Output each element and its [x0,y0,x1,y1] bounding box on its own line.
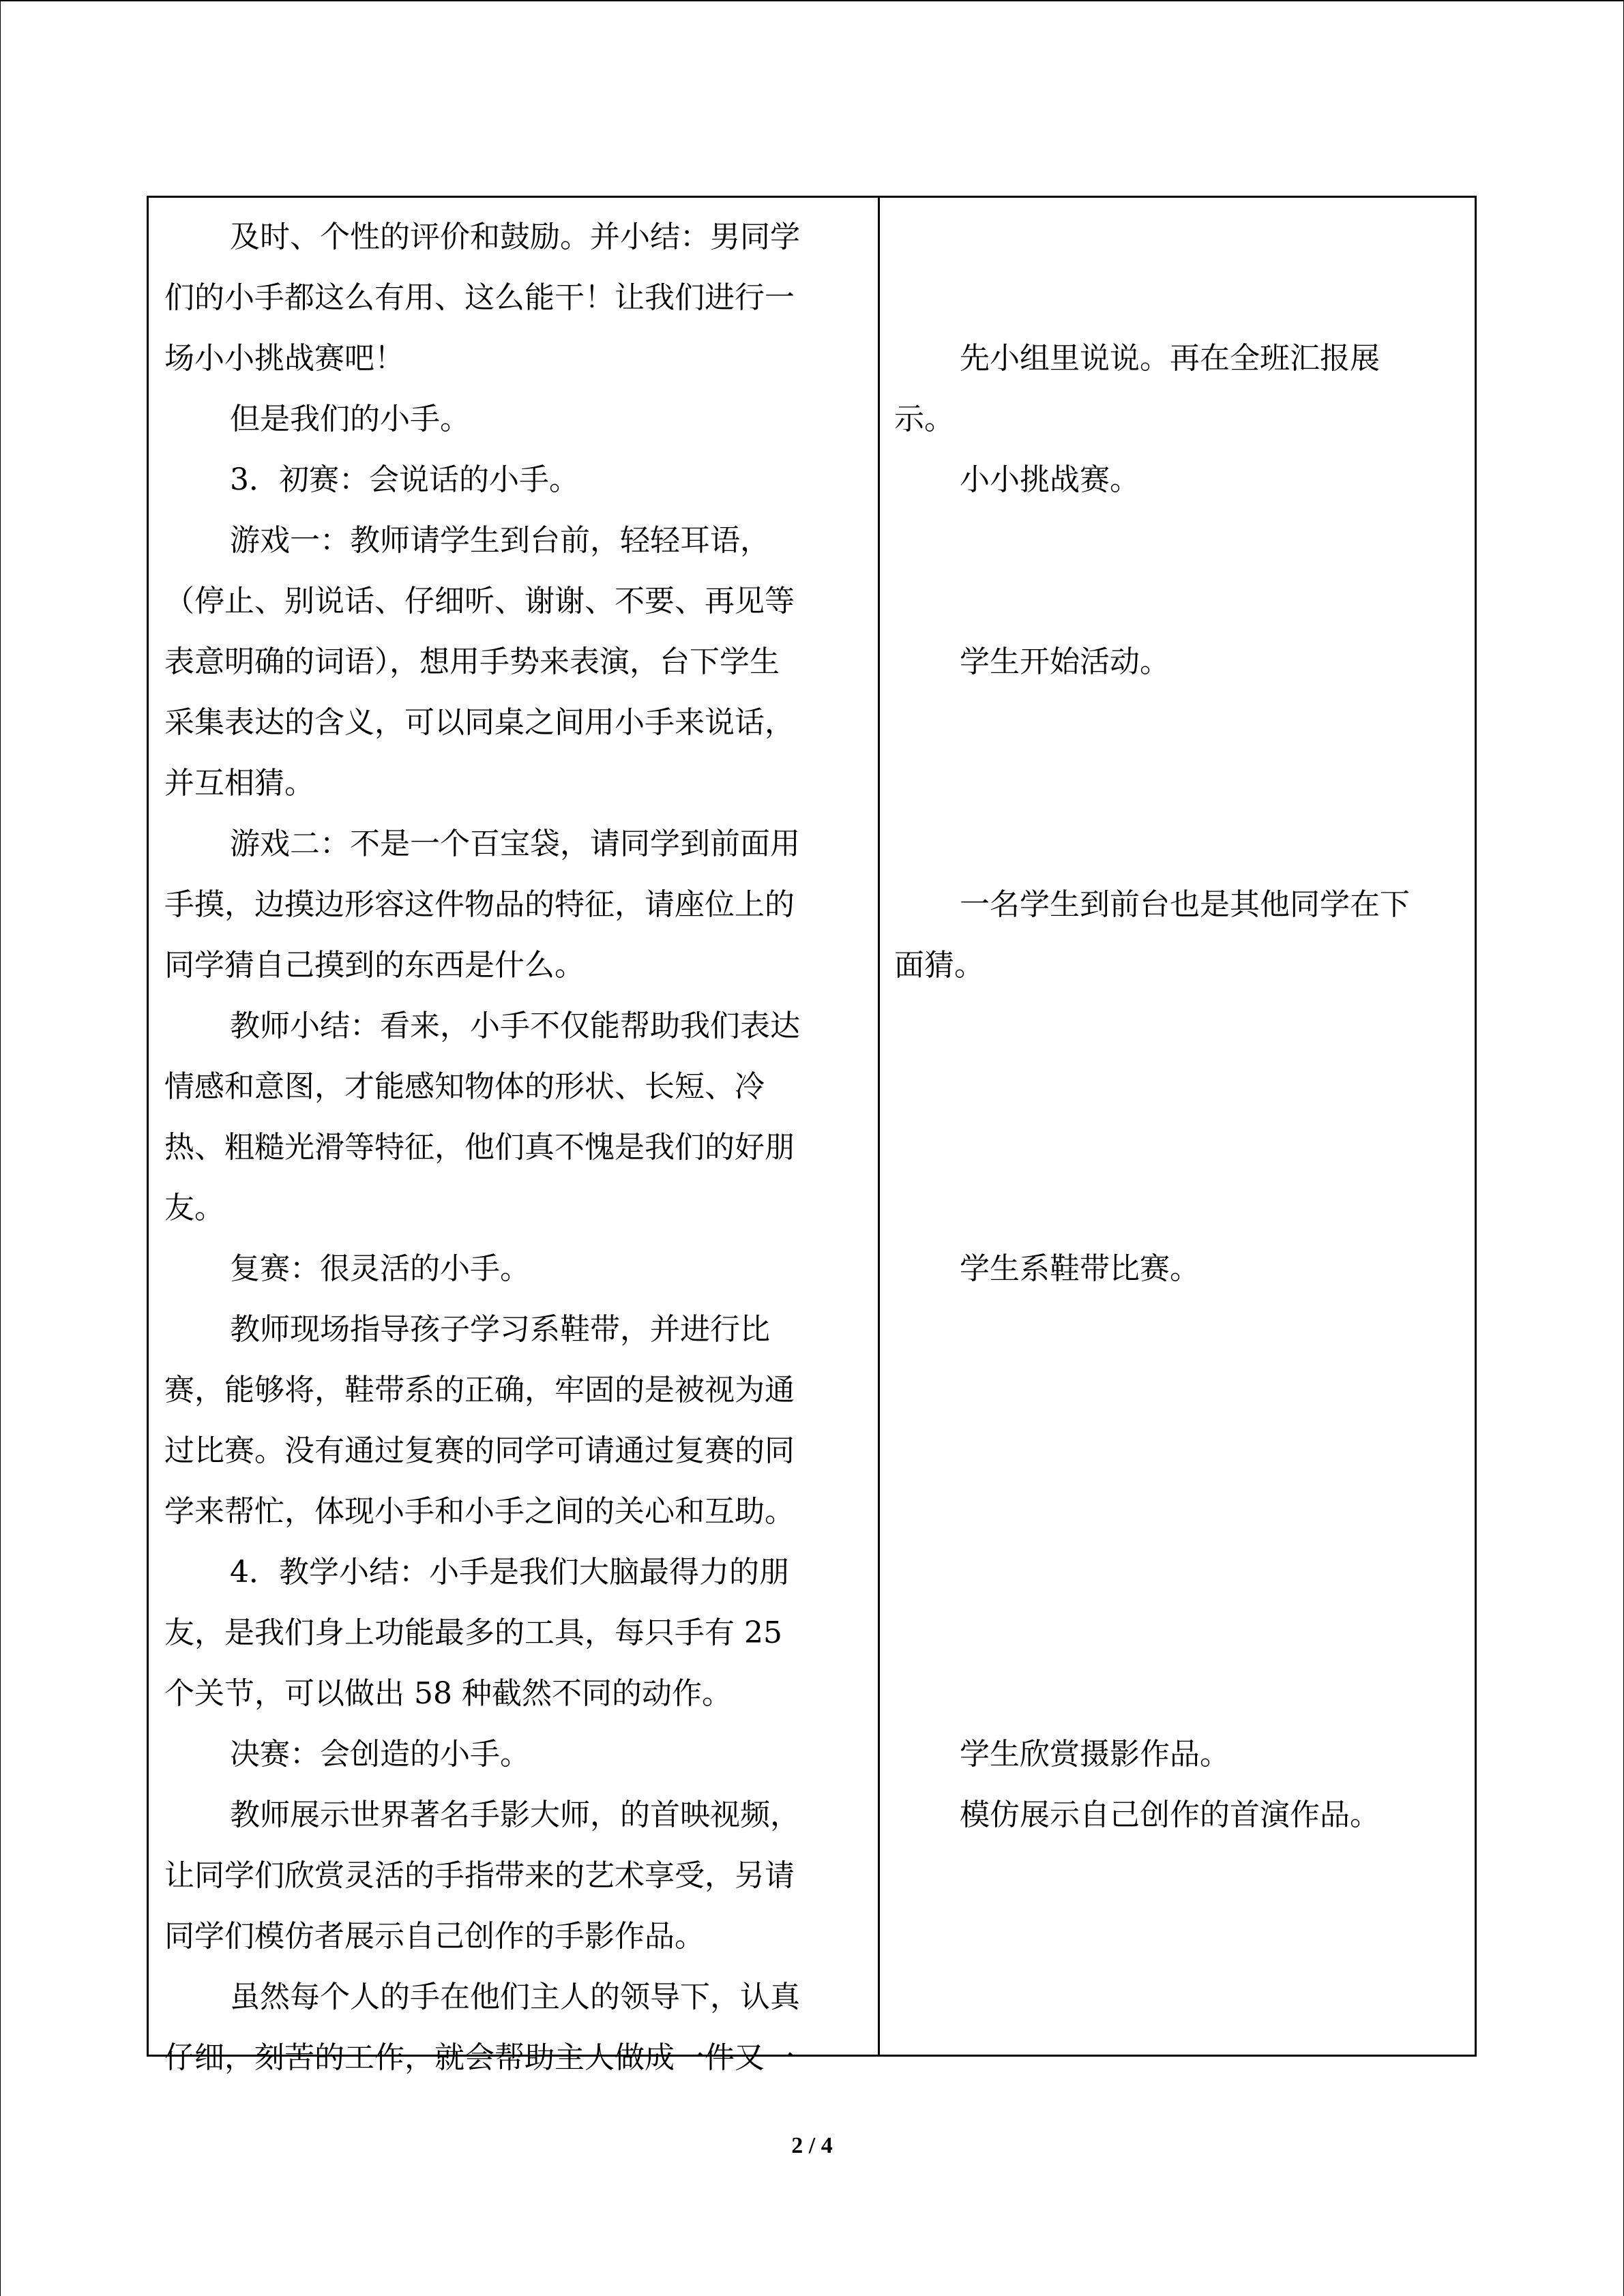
lesson-table [147,196,1477,2075]
text-line: 赛，能够将，鞋带系的正确，牢固的是被视为通 [164,1373,795,1407]
text-line: 学生欣赏摄影作品。 [960,1737,1230,1772]
text-line: 手摸，边摸边形容这件物品的特征，请座位上的 [164,887,795,922]
text-line: 友。 [164,1191,224,1225]
text-line: 教师小结：看来，小手不仅能帮助我们表达 [230,1009,800,1043]
text-line: 表意明确的词语），想用手势来表演，台下学生 [164,644,780,679]
text-line: 让同学们欣赏灵活的手指带来的艺术享受，另请 [164,1858,795,1893]
text-line: 学生开始活动。 [960,644,1170,679]
text-line: 们的小手都这么有用、这么能干！让我们进行一 [164,280,795,315]
text-line: 友，是我们身上功能最多的工具，每只手有 25 [164,1615,782,1650]
text-line: 模仿展示自己创作的首演作品。 [960,1798,1380,1832]
text-line: 一名学生到前台也是其他同学在下 [960,887,1410,922]
text-line: 先小组里说说。再在全班汇报展 [960,341,1380,376]
text-line: 示。 [894,402,954,436]
text-line: （停止、别说话、仔细听、谢谢、不要、再见等 [164,584,795,618]
text-line: 游戏二：不是一个百宝袋，请同学到前面用 [230,826,800,861]
text-line: 个关节，可以做出 58 种截然不同的动作。 [164,1676,732,1711]
text-line: 3．初赛：会说话的小手。 [230,462,579,497]
text-line: 游戏一：教师请学生到台前，轻轻耳语， [230,523,770,558]
text-line: 虽然每个人的手在他们主人的领导下，认真 [230,1980,800,2014]
text-line: 仔细，刻苦的工作，就会帮助主人做成一件又一 [164,2040,795,2075]
text-line: 及时、个性的评价和鼓励。并小结：男同学 [230,220,800,254]
text-line: 学来帮忙，体现小手和小手之间的关心和互助。 [164,1494,795,1529]
text-line: 同学猜自己摸到的东西是什么。 [164,948,585,983]
text-line: 教师展示世界著名手影大师，的首映视频， [230,1798,800,1832]
text-line: 采集表达的含义，可以同桌之间用小手来说话， [164,705,795,740]
text-line: 并互相猜。 [164,766,314,801]
text-line: 教师现场指导孩子学习系鞋带，并进行比 [230,1312,770,1347]
text-line: 决赛：会创造的小手。 [230,1737,530,1772]
text-line: 场小小挑战赛吧！ [164,341,404,376]
column-divider [878,198,880,2055]
text-line: 4．教学小结：小手是我们大脑最得力的朋 [230,1555,789,1590]
text-line: 面猜。 [894,948,984,983]
text-line: 复赛：很灵活的小手。 [230,1251,530,1286]
text-line: 小小挑战赛。 [960,462,1140,497]
text-line: 热、粗糙光滑等特征，他们真不愧是我们的好朋 [164,1130,795,1165]
page-number: 2 / 4 [791,2133,833,2158]
text-line: 过比赛。没有通过复赛的同学可请通过复赛的同 [164,1433,795,1468]
text-line: 学生系鞋带比赛。 [960,1251,1200,1286]
text-line: 同学们模仿者展示自己创作的手影作品。 [164,1919,705,1954]
text-line: 但是我们的小手。 [230,402,470,436]
text-line: 情感和意图，才能感知物体的形状、长短、冷 [164,1069,765,1104]
